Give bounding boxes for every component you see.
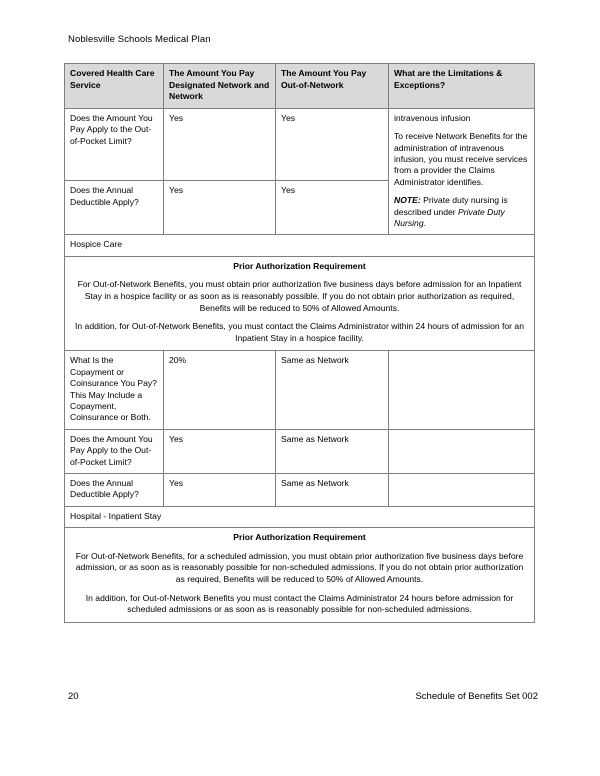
footer-page-number: 20 [68, 691, 79, 702]
schedule-of-benefits-table [64, 63, 535, 623]
cell-network: Yes [164, 474, 276, 507]
prior-authorization-block-hospital [65, 528, 535, 623]
note-label: NOTE: [394, 195, 421, 206]
cell-limitations [389, 108, 535, 235]
section-title-hospice-care: Hospice Care [65, 235, 535, 256]
prior-auth-title: Prior Authorization Requirement [233, 260, 366, 271]
prior-auth-row [65, 528, 535, 623]
prior-auth-paragraph-2: In addition, for Out-of-Network Benefits you must contact the Claims Administrator 24 hours before admission for scheduled admissions or as soon as is reasonably possible for non-scheduled admissions. [85, 592, 514, 615]
column-header-service: Covered Health Care Service [65, 64, 164, 109]
prior-auth-row [65, 256, 535, 351]
cell-limitations [389, 351, 535, 429]
limitations-paragraph-1: intravenous infusion [394, 112, 471, 123]
cell-network: 20% [164, 351, 276, 429]
note-text: Private duty nursing is described under [394, 195, 508, 217]
column-header-network-amount: The Amount You Pay Designated Network and Network [164, 64, 276, 109]
table-row [65, 351, 535, 429]
section-title-hospital-inpatient-stay: Hospital - Inpatient Stay [65, 506, 535, 527]
note-italic-reference: Private Duty Nursing [394, 206, 505, 229]
prior-auth-paragraph-1: For Out-of-Network Benefits, for a scheduled admission, you must obtain prior authorization five business days before admission, or as soon as is reasonably possible for non-scheduled admissions. If you do not obtain prior authorization as required, Benefits will be reduced to 50% of Allowed Amounts. [75, 550, 524, 585]
table-header [65, 64, 535, 109]
limitations-note [394, 195, 529, 229]
cell-service: Does the Annual Deductible Apply? [65, 181, 164, 235]
note-end: . [423, 218, 427, 229]
running-header: Noblesville Schools Medical Plan [68, 34, 211, 45]
cell-network: Yes [164, 108, 276, 181]
prior-auth-paragraph-1: For Out-of-Network Benefits, you must obtain prior authorization five business days before admission for an Inpatient Stay in a hospice facility or as soon as is reasonably possible. If you do not obtain prior authorization as required, Benefits will be reduced to 50% of Allowed Amounts. [77, 279, 522, 313]
prior-authorization-block-hospice [65, 256, 535, 351]
cell-limitations [389, 474, 535, 507]
footer-document-label: Schedule of Benefits Set 002 [415, 691, 538, 702]
cell-service: Does the Amount You Pay Apply to the Out-of-Pocket Limit? [65, 108, 164, 181]
cell-out-of-network: Yes [276, 181, 389, 235]
table-body [65, 108, 535, 622]
prior-auth-title: Prior Authorization Requirement [233, 532, 366, 543]
cell-network: Yes [164, 181, 276, 235]
cell-out-of-network: Same as Network [276, 474, 389, 507]
section-title-row [65, 506, 535, 527]
table-row [65, 429, 535, 473]
prior-auth-paragraph-2: In addition, for Out-of-Network Benefits, you must contact the Claims Administrator within 24 hours of admission for an Inpatient Stay in a hospice facility. [75, 321, 524, 343]
cell-service: What Is the Copayment or Coinsurance You Pay? This May Include a Copayment, Coinsurance or Both. [65, 351, 164, 429]
table-header-row [65, 64, 535, 109]
cell-limitations [389, 429, 535, 473]
section-title-row [65, 235, 535, 256]
column-header-out-of-network-amount: The Amount You Pay Out-of-Network [276, 64, 389, 109]
table-row [65, 474, 535, 507]
cell-out-of-network: Same as Network [276, 429, 389, 473]
cell-out-of-network: Same as Network [276, 351, 389, 429]
column-header-limitations: What are the Limitations & Exceptions? [389, 64, 535, 109]
cell-service: Does the Amount You Pay Apply to the Out-of-Pocket Limit? [65, 429, 164, 473]
cell-service: Does the Annual Deductible Apply? [65, 474, 164, 507]
cell-out-of-network: Yes [276, 108, 389, 181]
table-row [65, 108, 535, 181]
cell-network: Yes [164, 429, 276, 473]
limitations-paragraph-2: To receive Network Benefits for the administration of intravenous infusion, you must receive services from a provider the Claims Administrator identifies. [394, 131, 528, 187]
